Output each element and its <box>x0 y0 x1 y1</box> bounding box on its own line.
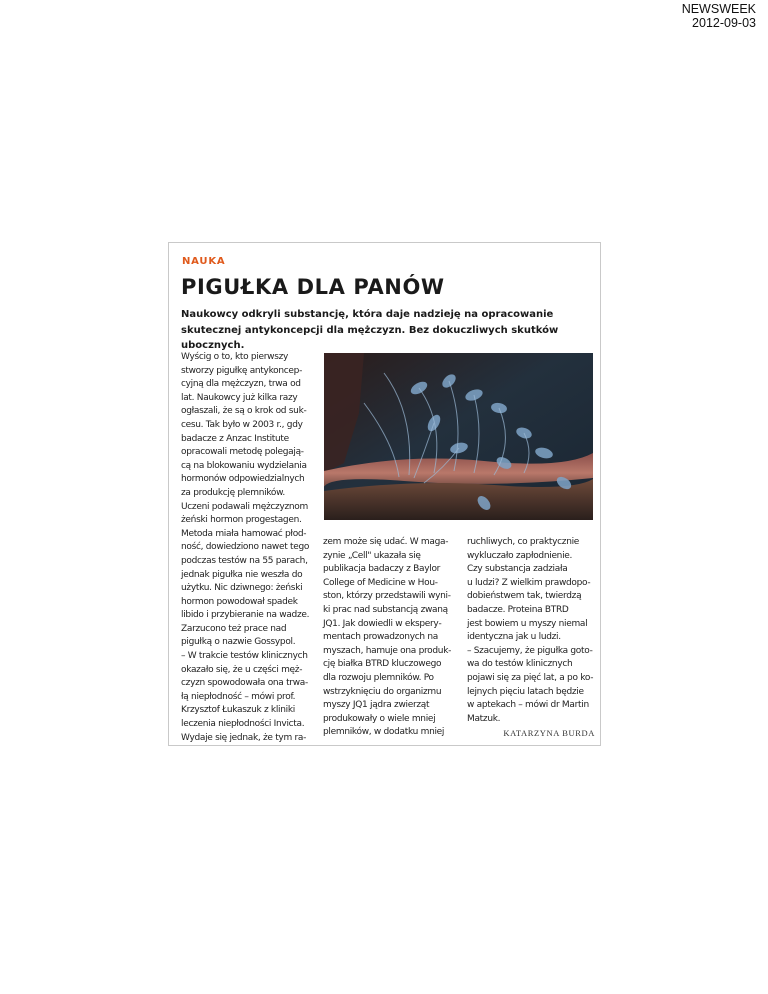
page-header <box>682 2 756 30</box>
body-column-3 <box>467 536 595 741</box>
microscope-image <box>324 353 593 520</box>
body-column-1: Wyścig o to, kto pierwszy stworzy pigułkę antykoncep- cyjną dla mężczyzn, trwa od lat. Naukowcy już kilka razy ogłaszali, że są o krok od suk- cesu. Tak było w 2003 r., gdy badacze z Anzac Institute opracowali metodę polegają- cą na blokowaniu wydzielania hormonów odpowiedzialnych za produkcję plemników. Uczeni podawali mężczyznom żeński hormon progestagen. Metoda miała hamować płod- ność, dowiedziono nawet tego podczas testów na 55 parach, jednak pigułka nie weszła do użytku. Nic dziwnego: żeński hormon powodował spadek libido i przybieranie na wadze. Zarzucono też prace nad pigułką o nazwie Gossypol. – W trakcie testów klinicznych okazało się, że u części męż- czyzn spowodowała ona trwa- łą niepłodność – mówi prof. Krzysztof Łukaszuk z kliniki leczenia niepłodności Invicta. Wydaje się jednak, że tym ra- <box>181 352 310 743</box>
article-title: PIGUŁKA DLA PANÓW <box>181 275 445 299</box>
section-label: NAUKA <box>182 256 226 267</box>
publication-name: NEWSWEEK <box>681 2 756 16</box>
body-column-2: zem może się udać. W maga- zynie „Cell" ukazała się publikacja badaczy z Baylor College of Medicine w Hou- ston, którzy przedstawili wyni- ki prac nad substancją zwaną JQ1. Jak dowiedli w eksperу- mentach prowadzonych na myszach, hamuje ona produk- cję białka BTRD kluczowego dla rozwoju plemników. Po wstrzyknięciu do organizmu myszy JQ1 jądra zwierząt produkowały o wiele mniej plemników, w dodatku mniej <box>323 537 452 738</box>
article-lead: Naukowcy odkryli substancję, która daje nadzieję na opracowanie skutecznej antykoncepcji dla mężczyzn. Bez dokuczliwych skutków ubocznych. <box>181 309 559 351</box>
publication-date: 2012-09-03 <box>692 16 756 30</box>
body-column-3-text: ruchliwych, co praktycznie wykluczało zapłodnienie. Czy substancja zadziała u ludzi? Z wielkim prawdopo- dobieństwem tak, twierdzą badacze. Proteina BTRD jest bowiem u myszy niemal identyczna jak u ludzi. – Szacujemy, że pigułka goto- wa do testów klinicznych pojawi się za pięć lat, a po ko- lejnych pięciu latach będzie w aptekach – mówi dr Martin Matzuk. <box>467 537 594 724</box>
sperm-cells-photo <box>324 353 593 520</box>
article-clipping <box>168 242 601 746</box>
author-byline: KATARZYNA BURDA <box>503 728 595 739</box>
